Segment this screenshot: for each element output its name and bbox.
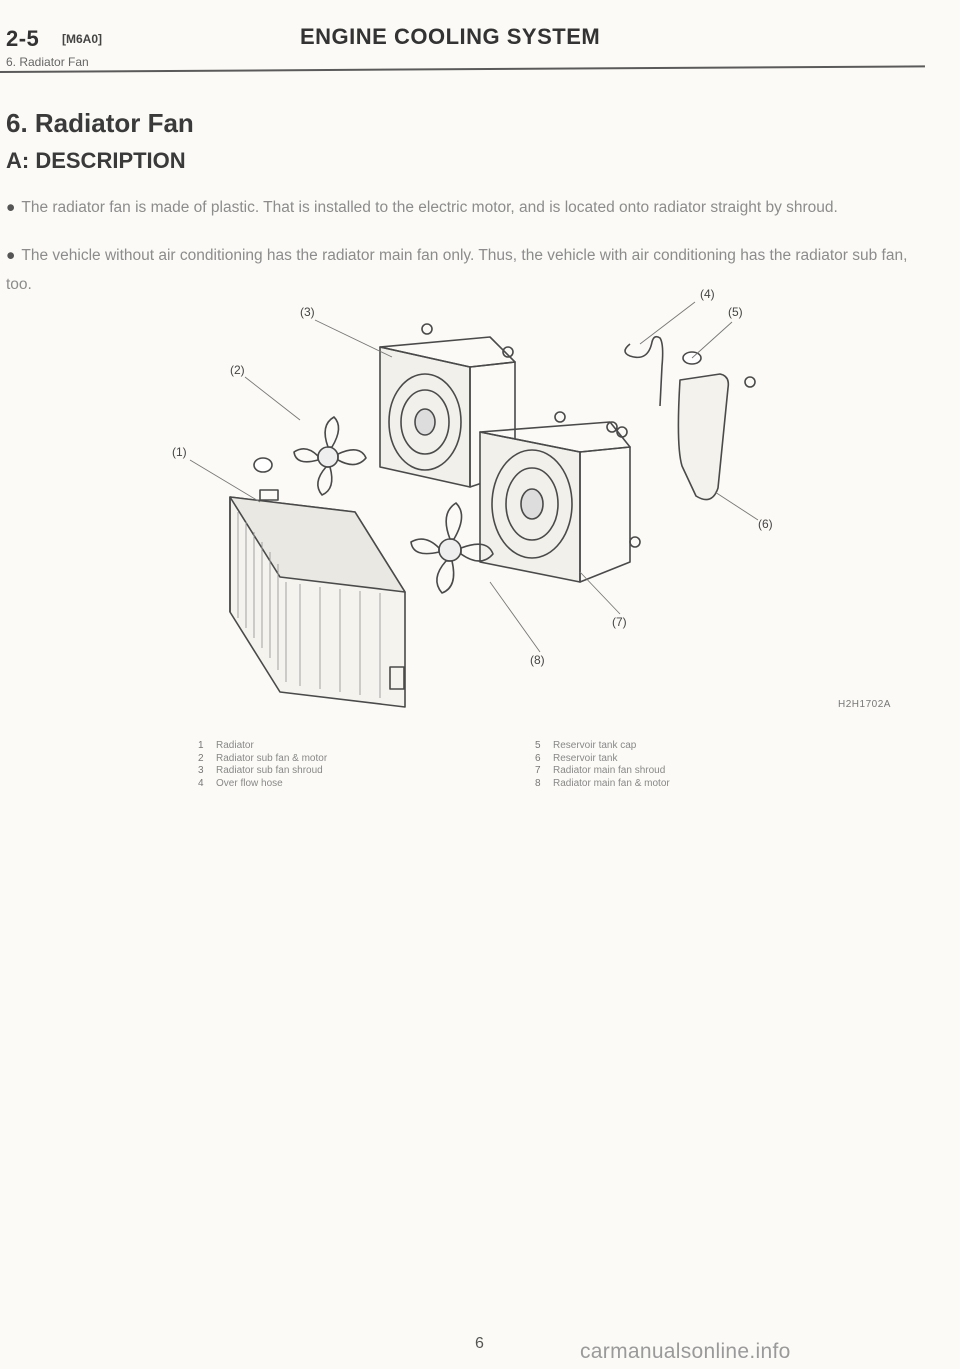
- callout-8: (8): [530, 653, 545, 667]
- legend-num: 5: [535, 740, 541, 751]
- bullet-icon: ●: [6, 247, 16, 264]
- paragraph-1-text: The radiator fan is made of plastic. That is installed to the electric motor, and is located onto radiator straight by shroud.: [21, 199, 838, 216]
- callout-6: (6): [758, 517, 773, 531]
- paragraph-1: [6, 193, 926, 222]
- legend-left: [198, 740, 327, 790]
- legend-text: Radiator sub fan shroud: [216, 765, 323, 776]
- legend-num: 1: [198, 740, 204, 751]
- section-code: [M6A0]: [62, 32, 103, 46]
- legend-text: Over flow hose: [216, 777, 283, 789]
- radiator-illustration: [230, 490, 405, 707]
- legend-right: [535, 740, 670, 790]
- paragraph-2-text: The vehicle without air conditioning has the radiator main fan only. Thus, the vehicle with air conditioning has the radiator sub fan, too.: [6, 247, 908, 293]
- legend-text: Radiator sub fan & motor: [216, 752, 328, 764]
- callout-4: (4): [700, 287, 715, 301]
- legend-num: 7: [535, 765, 541, 776]
- legend-num: 4: [198, 777, 204, 789]
- page-heading: 6. Radiator Fan: [6, 108, 194, 138]
- footer-page-number: 6: [475, 1335, 484, 1352]
- legend-text: Reservoir tank: [553, 752, 618, 764]
- legend-item: [535, 765, 670, 778]
- page-header: [0, 0, 960, 75]
- legend-text: Radiator: [216, 740, 254, 751]
- header-rule: [0, 65, 925, 73]
- legend-item: [198, 765, 327, 778]
- section-name: 6. Radiator Fan: [6, 55, 89, 69]
- main-fan-shroud-illustration: [480, 422, 630, 582]
- callout-3: (3): [300, 305, 315, 319]
- radiator-fan-exploded-diagram: [160, 282, 780, 722]
- figure-id: H2H1702A: [838, 699, 891, 710]
- legend-item: [535, 740, 670, 753]
- header-title: ENGINE COOLING SYSTEM: [300, 24, 601, 49]
- legend-item: [535, 753, 670, 766]
- callout-7: (7): [612, 615, 627, 629]
- watermark: carmanualsonline.info: [580, 1340, 791, 1363]
- callout-2: (2): [230, 363, 245, 377]
- legend-text: Radiator main fan shroud: [553, 765, 666, 776]
- callout-5: (5): [728, 305, 743, 319]
- callout-1: (1): [172, 445, 187, 459]
- legend-item: [198, 753, 327, 766]
- bullet-icon: ●: [6, 199, 16, 216]
- legend-text: Reservoir tank cap: [553, 740, 637, 751]
- legend-num: 3: [198, 765, 204, 776]
- diagram-svg: [160, 282, 780, 722]
- page-number: 2-5: [6, 26, 40, 51]
- description-heading: A: DESCRIPTION: [6, 148, 186, 173]
- legend-item: [198, 740, 327, 753]
- legend-num: 8: [535, 777, 541, 789]
- legend-num: 6: [535, 752, 541, 764]
- legend-text: Radiator main fan & motor: [553, 777, 670, 789]
- legend-num: 2: [198, 752, 204, 764]
- sub-fan-blades-illustration: [294, 417, 366, 495]
- legend-item: [198, 778, 327, 791]
- legend-item: [535, 778, 670, 791]
